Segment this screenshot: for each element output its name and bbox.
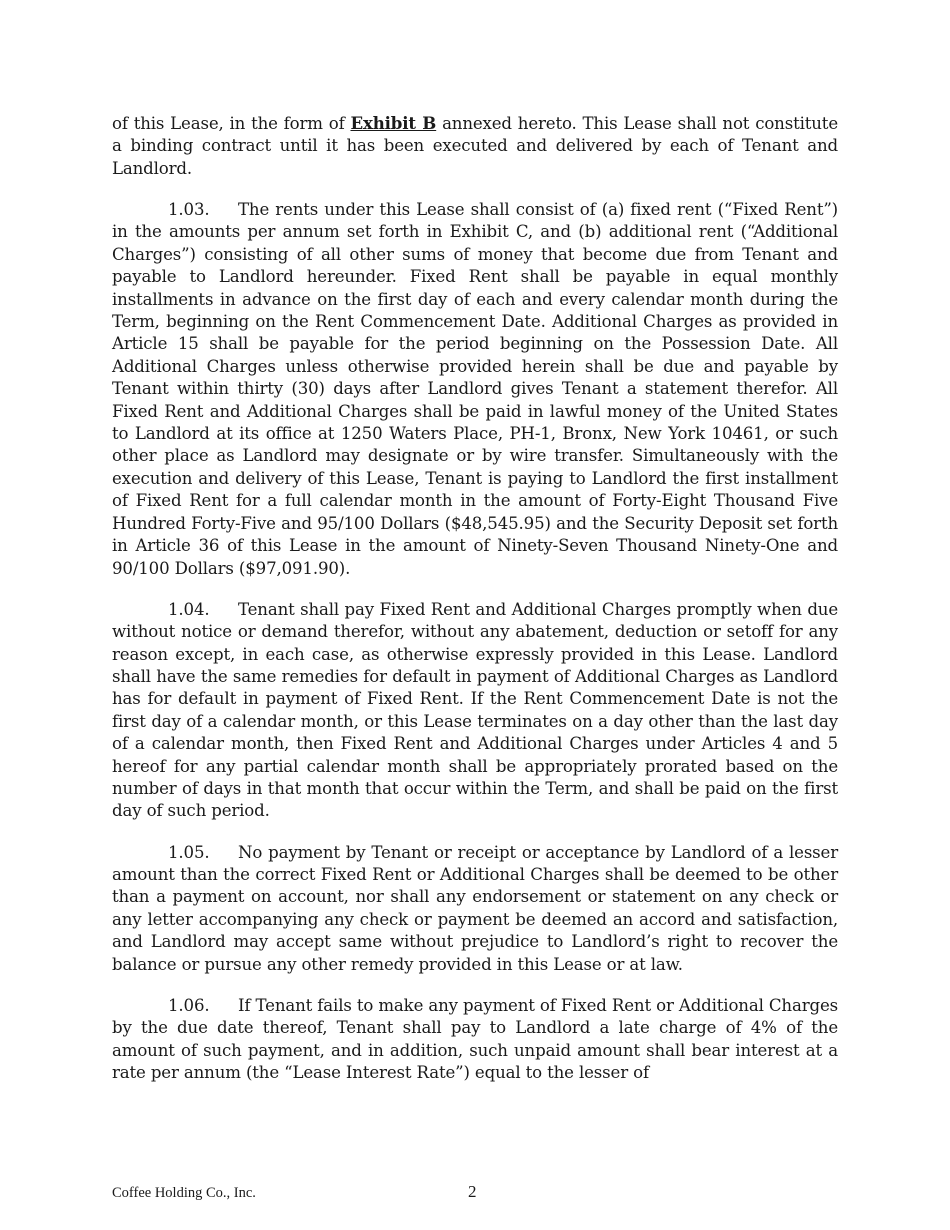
section-number: 1.06. [168,995,210,1015]
page-number: 2 [468,1182,477,1201]
section-text: Tenant shall pay Fixed Rent and Additional Charges promptly when due without notice or demand therefor, without any abatement, deduction or setoff for any reason except, in each case, as otherwise expressly provided in this Lease. Landlord shall have the same remedies for default in payment of Additional Charges as Landlord has for default in payment of Fixed Rent. If the Rent Commencement Date is not the first day of a calendar month, or this Lease terminates on a day other than the last day of a calendar month, then Fixed Rent and Additional Charges under Articles 4 and 5 hereof for any partial calendar month shall be appropriately prorated based on the number of days in that month that occur within the Term, and shall be paid on the first day of such period. [112,599,838,821]
section-text: If Tenant fails to make any payment of Fixed Rent or Additional Charges by the due date thereof, Tenant shall pay to Landlord a late charge of 4% of the amount of such payment, and in addition, such unpaid amount shall bear interest at a rate per annum (the “Lease Interest Rate”) equal to the lesser of [112,995,838,1083]
section-1-03 [112,199,838,580]
exhibit-b-reference: Exhibit B [350,113,437,133]
section-1-06 [112,995,838,1085]
opening-paragraph [112,112,838,180]
section-text: The rents under this Lease shall consist of (a) fixed rent (“Fixed Rent”) in the amounts per annum set forth in Exhibit C, and (b) additional rent (“Additional Charges”) consisting of all other sums of money that become due from Tenant and payable to Landlord hereunder. Fixed Rent shall be payable in equal monthly installments in advance on the first day of each and every calendar month during the Term, beginning on the Rent Commencement Date. Additional Charges as provided in Article 15 shall be payable for the period beginning on the Possession Date. All Additional Charges unless otherwise provided herein shall be due and payable by Tenant within thirty (30) days after Landlord gives Tenant a statement therefor. All Fixed Rent and Additional Charges shall be paid in lawful money of the United States to Landlord at its office at 1250 Waters Place, PH-1, Bronx, New York 10461, or such other place as Landlord may designate or by wire transfer. Simultaneously with the execution and delivery of this Lease, Tenant is paying to Landlord the first installment of Fixed Rent for a full calendar month in the amount of Forty-Eight Thousand Five Hundred Forty-Five and 95/100 Dollars ($48,545.95) and the Security Deposit set forth in Article 36 of this Lease in the amount of Ninety-Seven Thousand Ninety-One and 90/100 Dollars ($97,091.90). [112,200,838,578]
document-page [112,112,838,1084]
section-number: 1.05. [168,842,210,862]
section-1-04 [112,599,838,823]
section-text: No payment by Tenant or receipt or acceptance by Landlord of a lesser amount than the correct Fixed Rent or Additional Charges shall be deemed to be other than a payment on account, nor shall any endorsement or statement on any check or any letter accompanying any check or payment be deemed an accord and satisfaction, and Landlord may accept same without prejudice to Landlord’s right to recover the balance or pursue any other remedy provided in this Lease or at law. [112,842,838,974]
opening-text-start: of this Lease, in the form of [112,114,351,133]
section-number: 1.04. [168,599,210,619]
page-footer [112,1182,838,1205]
opening-text-end: annexed hereto. This Lease shall not constitute a binding contract until it has been executed and delivered by each of Tenant and Landlord. [112,114,839,178]
footer-company-name: Coffee Holding Co., Inc. [112,1185,256,1201]
section-1-05 [112,842,838,976]
section-number: 1.03. [168,200,210,220]
